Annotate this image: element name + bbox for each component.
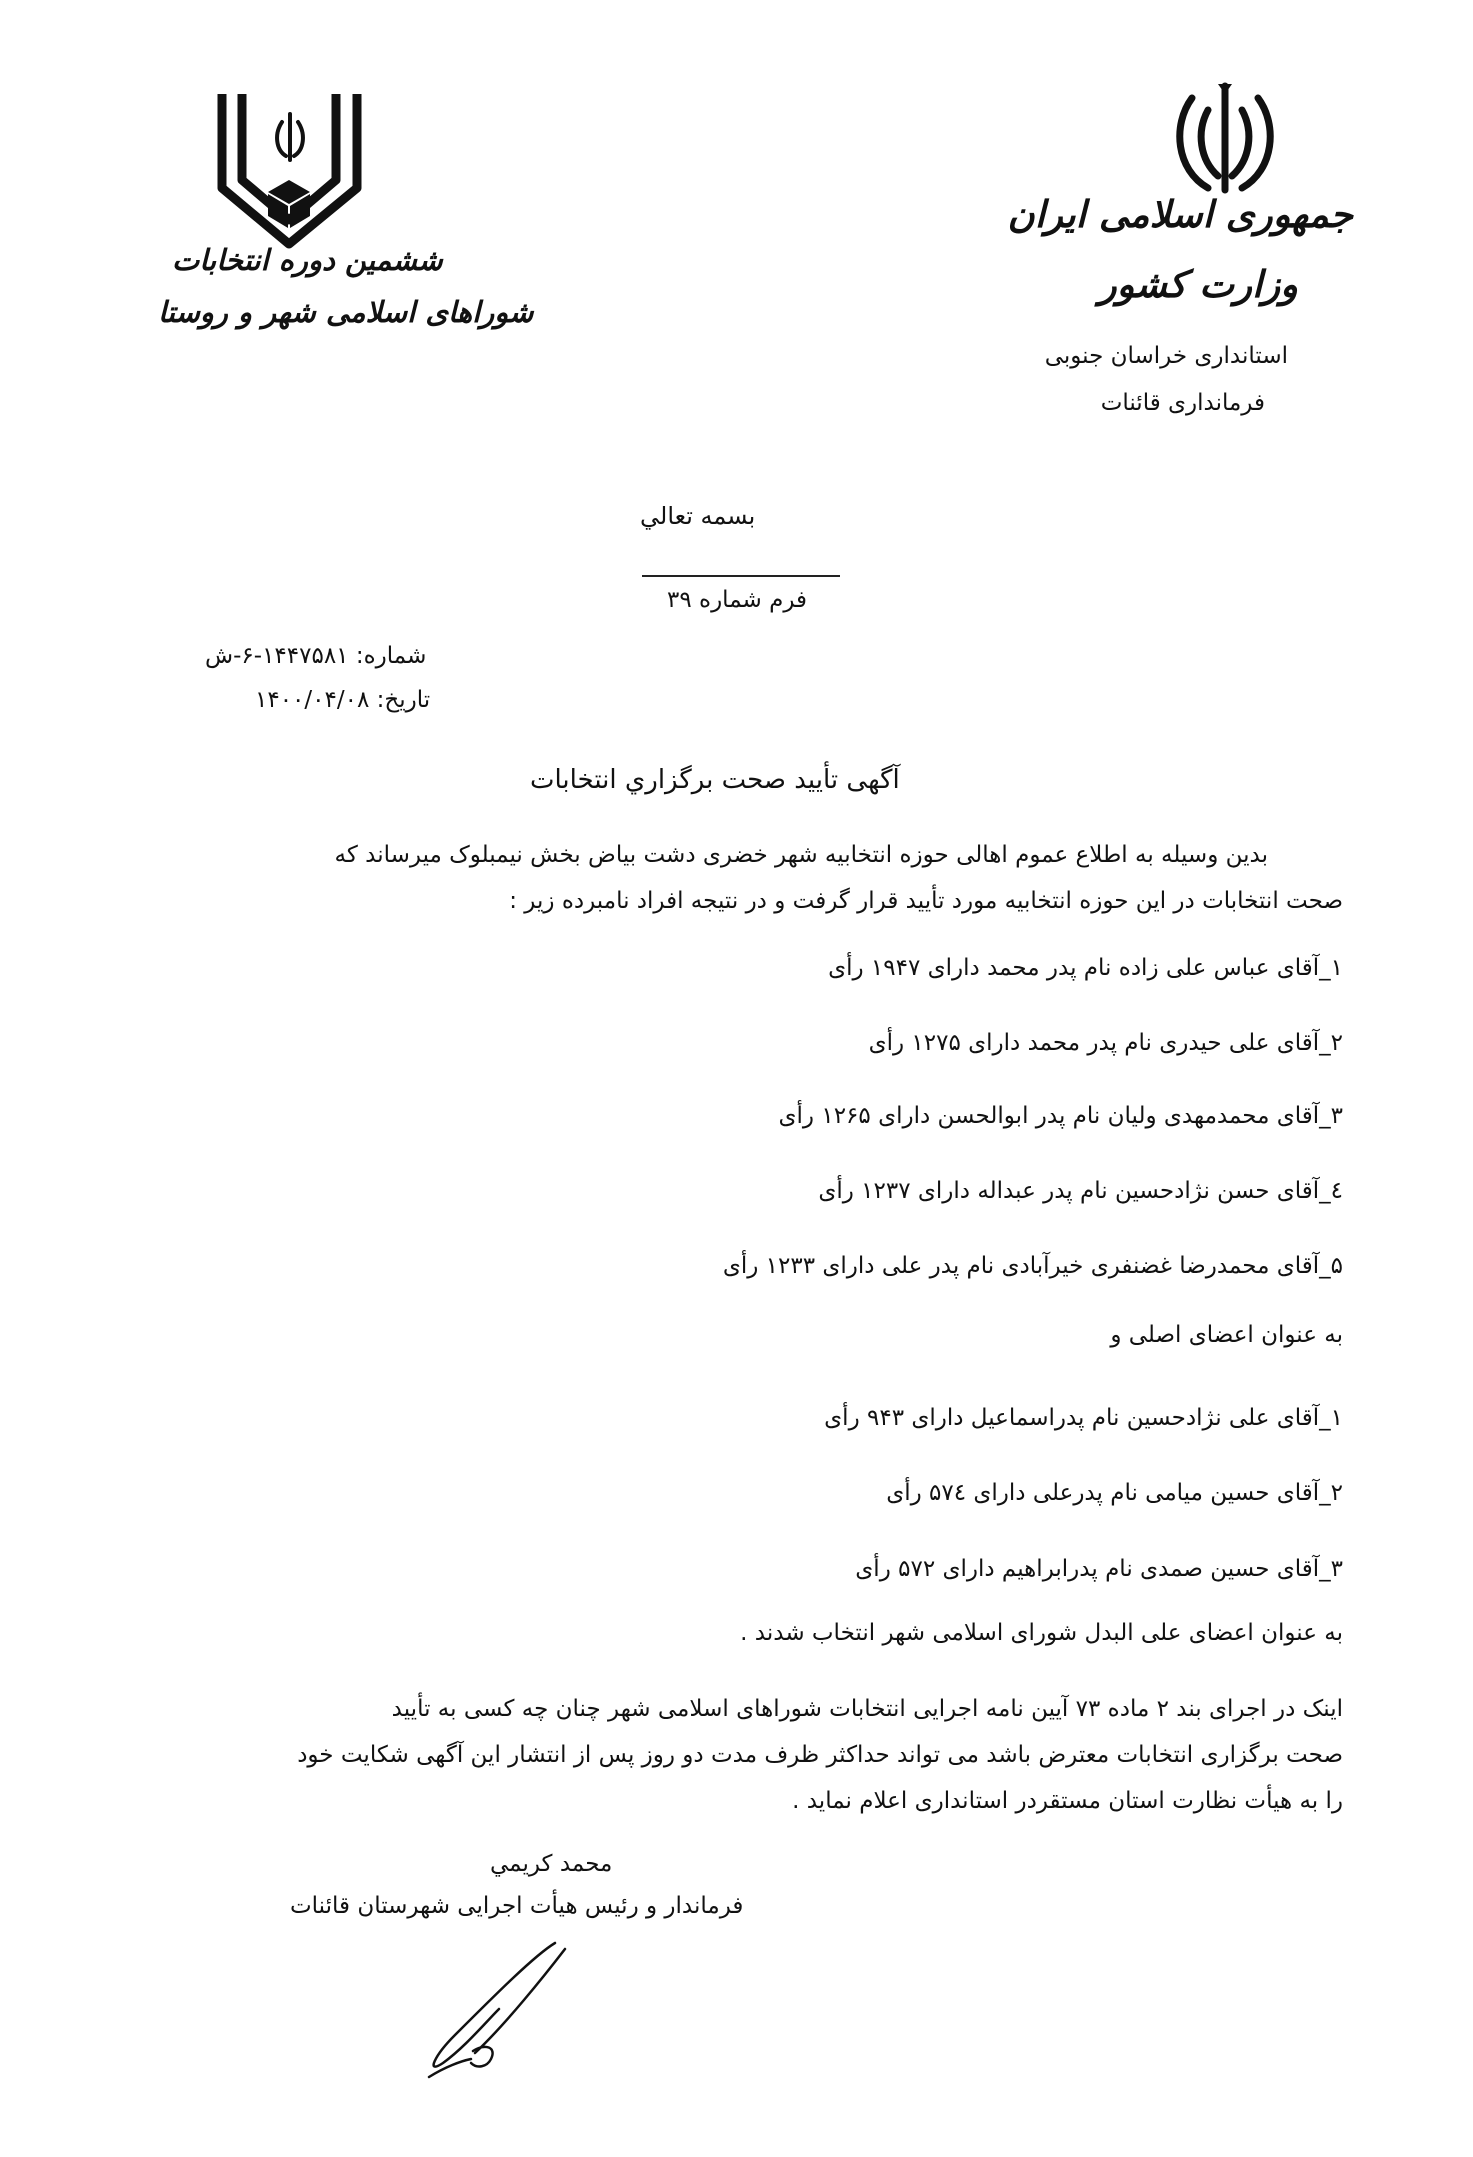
divider-line	[642, 575, 840, 577]
election-logo-icon	[212, 88, 367, 253]
reference-number: شماره: ۱۴۴۷۵۸۱-۶-ش	[205, 643, 427, 669]
invocation: بسمه تعالي	[640, 502, 756, 530]
main-member-4: ٤_آقای حسن نژادحسین نام پدر عبداله دارای ۱۲۳۷ رأی	[818, 1178, 1343, 1204]
alternate-member-3: ۳_آقای حسین صمدی نام پدرابراهیم دارای ۵۷۲ رأی	[855, 1556, 1343, 1582]
main-member-2: ۲_آقای علی حیدری نام پدر محمد دارای ۱۲۷۵ رأی	[868, 1030, 1343, 1056]
handwritten-signature	[415, 1935, 575, 2085]
county-office: فرمانداری قائنات	[1100, 390, 1265, 416]
main-member-5: ۵_آقای محمدرضا غضنفری خیرآبادی نام پدر علی دارای ۱۲۳۳ رأی	[722, 1253, 1343, 1279]
iran-emblem-icon	[1170, 80, 1280, 195]
intro-line-2: صحت انتخابات در این حوزه انتخابیه مورد تأیید قرار گرفت و در نتیجه افراد نامبرده زیر :	[509, 888, 1343, 914]
reference-date: تاریخ: ۱۴۰۰/۰۴/۰۸	[255, 687, 431, 713]
closing-line-1: اینک در اجرای بند ۲ ماده ۷۳ آیین نامه اجرایی انتخابات شوراهای اسلامی شهر چنان چه کسی به تأیید	[391, 1696, 1343, 1722]
election-title-line2: شوراهای اسلامی شهر و روستا	[158, 295, 534, 329]
closing-line-3: را به هیأت نظارت استان مستقردر استانداری اعلام نماید .	[792, 1788, 1343, 1814]
document-title: آگهی تأیید صحت برگزاري انتخابات	[530, 765, 900, 795]
country-name-script: جمهوری اسلامی ایران	[1007, 192, 1353, 236]
form-number: فرم شماره ۳۹	[667, 587, 807, 613]
alternate-member-1: ۱_آقای علی نژادحسین نام پدراسماعیل دارای ۹۴۳ رأی	[824, 1405, 1343, 1431]
signer-title: فرماندار و رئیس هیأت اجرایی شهرستان قائنات	[290, 1893, 744, 1919]
alternate-member-2: ۲_آقای حسین میامی نام پدرعلی دارای ۵۷٤ رأی	[886, 1480, 1343, 1506]
closing-line-2: صحت برگزاری انتخابات معترض باشد می تواند حداکثر ظرف مدت دو روز پس از انتشار این آگهی شکایت خود	[297, 1742, 1343, 1768]
intro-line-1: بدین وسیله به اطلاع عموم اهالی حوزه انتخابیه شهر خضری دشت بیاض بخش نیمبلوک میرساند که	[334, 842, 1268, 868]
province-office: استانداری خراسان جنوبی	[1044, 343, 1288, 369]
main-members-label: به عنوان اعضای اصلی و	[1110, 1322, 1343, 1348]
main-member-3: ۳_آقای محمدمهدی ولیان نام پدر ابوالحسن دارای ۱۲۶۵ رأی	[778, 1103, 1343, 1129]
election-title-line1: ششمین دوره انتخابات	[172, 243, 443, 277]
main-member-1: ۱_آقای عباس علی زاده نام پدر محمد دارای ۱۹۴۷ رأی	[828, 955, 1343, 981]
ministry-name-script: وزارت کشور	[1098, 262, 1298, 306]
signer-name: محمد کریمي	[490, 1851, 613, 1877]
alternate-members-label: به عنوان اعضای علی البدل شورای اسلامی شهر انتخاب شدند .	[740, 1620, 1343, 1646]
